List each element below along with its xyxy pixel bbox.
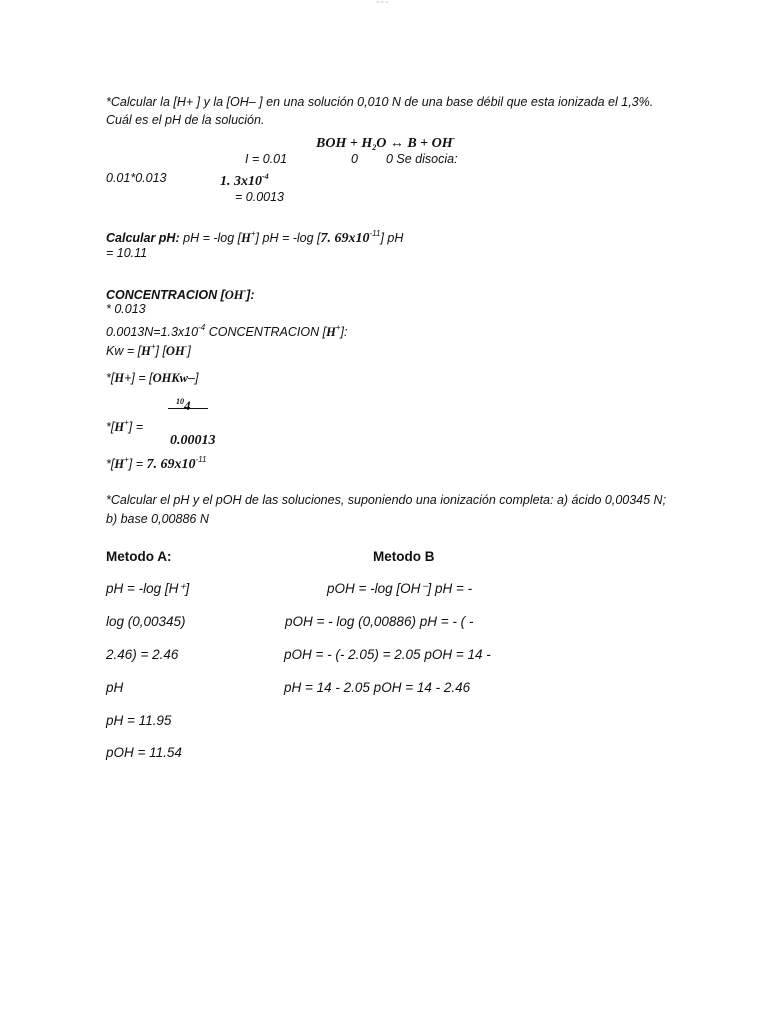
initial-concentration: I = 0.01 [245,152,288,166]
oh-concentration-heading: CONCENTRACION [OH-]: [106,286,255,302]
reaction-equation: BOH + $H_2O$ ↔ B + OH- [316,134,456,152]
method-a-line: 2.46) = 2.46 [106,647,179,662]
problem1-line1: *Calcular la [H+ ] y la [OH– ] en una solución 0,010 N de una base débil que esta ionizada el 1,3%. [106,95,654,109]
fraction-numerator: $^{10}$4 [176,397,191,413]
oh-fraction: * 0.013 [106,302,146,316]
fraction-denominator: 0.00013 [170,433,216,448]
method-a-line: pH = 11.95 [106,713,172,728]
dissociation-note: 0 Se disocia: [386,152,458,166]
method-b-title: Metodo B [373,549,435,564]
method-a-line: pH = -log [H⁺] [106,581,190,596]
ph-result: = 10.11 [106,246,148,260]
ph-calculation: Calcular pH: pH = -log [H+] pH = -log [7. $69x10^{-11}$] pH [106,229,404,246]
problem2-line1: *Calcular el pH y el pOH de las soluciones, suponiendo una ionización completa: a) ácido 0,00345 N; [106,493,667,507]
problem2-line2: b) base 0,00886 N [106,512,209,526]
kw-expression: Kw = [H+] [OH-] [106,342,191,358]
dissociation-product: 0.01*0.013 [106,171,167,185]
h-equals-line: *[H+] = [106,418,143,434]
header-mark: ~~~ [376,0,390,6]
problem1-line2: Cuál es el pH de la solución. [106,113,265,127]
method-a-line: pOH = 11.54 [106,745,182,760]
h-result: *[H+] = 7. $69x10^{-11}$ [106,455,207,472]
oh-concentration-value: $0.0013N=1.3x10^{-4}$ CONCENTRACION [H+]: [106,323,348,339]
method-b-line: pOH = -log [OH⁻] pH = - [327,581,473,596]
method-b-line: pOH = - (- 2.05) = 2.05 pOH = 14 - [284,647,491,662]
h-formula-line: *[H+] = [OHKw–] [106,371,199,385]
method-a-line: pH [106,680,124,695]
method-b-line: pOH = - log (0,00886) pH = - ( - [285,614,474,629]
method-b-line: pH = 14 - 2.05 pOH = 14 - 2.46 [284,680,471,695]
method-a-line: log (0,00345) [106,614,186,629]
method-a-title: Metodo A: [106,549,172,564]
initial-zero: 0 [351,152,358,166]
dissociation-result: = 0.0013 [235,190,285,204]
fraction-bar [168,408,208,409]
dissociation-value: 1. $3x10^{-4}$ [220,172,269,189]
